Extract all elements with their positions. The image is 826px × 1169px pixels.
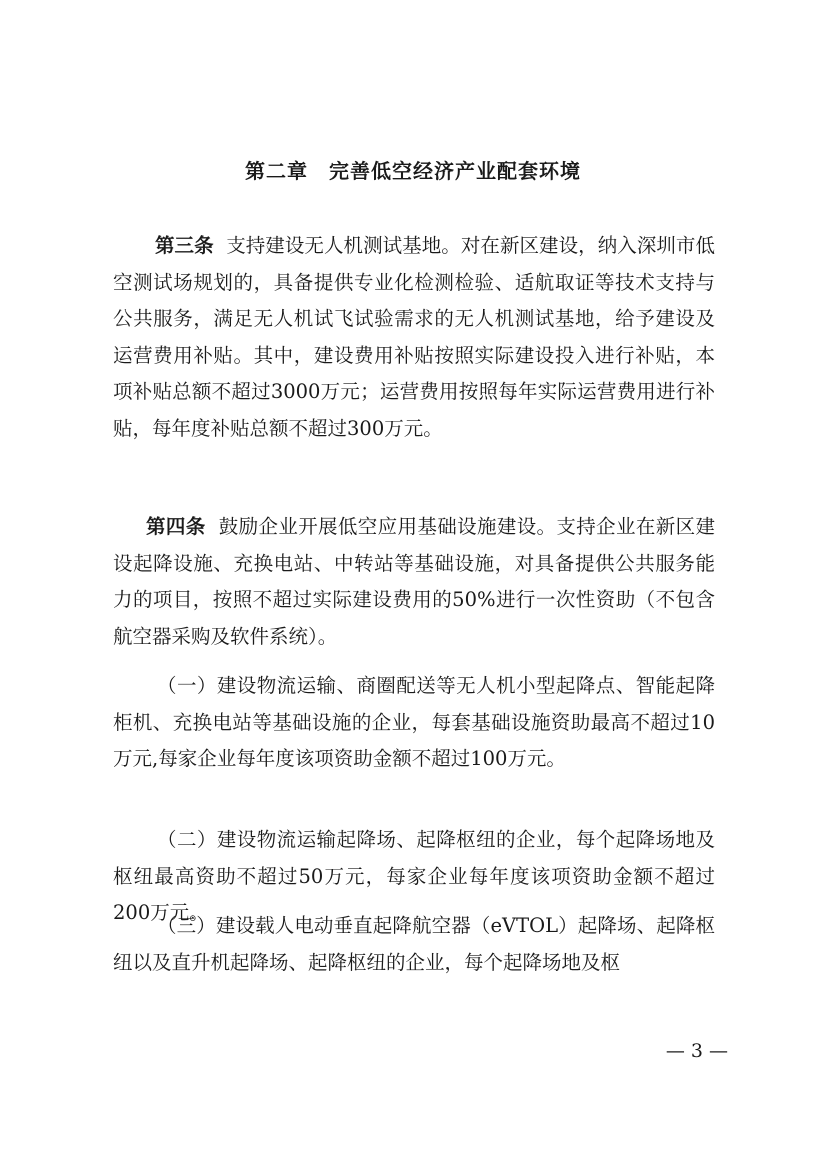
article-3-label: 第三条 <box>155 234 214 257</box>
article-3-paragraph <box>113 228 715 448</box>
item-2-paragraph: （二）建设物流运输起降场、起降枢纽的企业，每个起降场地及枢纽最高资助不超过50万元，每家企业每年度该项资助金额不超过200万元。 <box>113 828 715 925</box>
article-3-spacer <box>214 234 227 257</box>
article-4-text: 鼓励企业开展低空应用基础设施建设。支持企业在新区建设起降设施、充换电站、中转站等基础设施，对具备提供公共服务能力的项目，按照不超过实际建设费用的50%进行一次性资助（不包含航空器采购及软件系统）。 <box>113 515 715 648</box>
page-number: — 3 — <box>665 1040 728 1062</box>
article-4-paragraph <box>113 509 715 655</box>
article-4-label: 第四条 <box>146 515 206 538</box>
chapter-title: 第二章 完善低空经济产业配套环境 <box>245 159 581 183</box>
article-3-text: 支持建设无人机测试基地。对在新区建设，纳入深圳市低空测试场规划的，具备提供专业化检测检验、适航取证等技术支持与公共服务，满足无人机试飞试验需求的无人机测试基地，给予建设及运营费用补贴。其中，建设费用补贴按照实际建设投入进行补贴，本项补贴总额不超过3000万元；运营费用按照每年实际运营费用进行补贴，每年度补贴总额不超过300万元。 <box>113 234 715 440</box>
item-3-paragraph: （三）建设载人电动垂直起降航空器（eVTOL）起降场、起降枢纽以及直升机起降场、起降枢纽的企业，每个起降场地及枢 <box>113 914 715 974</box>
article-4-spacer <box>206 515 219 538</box>
item-1-paragraph: （一）建设物流运输、商圈配送等无人机小型起降点、智能起降柜机、充换电站等基础设施的企业，每套基础设施资助最高不超过10万元,每家企业每年度该项资助金额不超过100万元。 <box>113 674 715 771</box>
